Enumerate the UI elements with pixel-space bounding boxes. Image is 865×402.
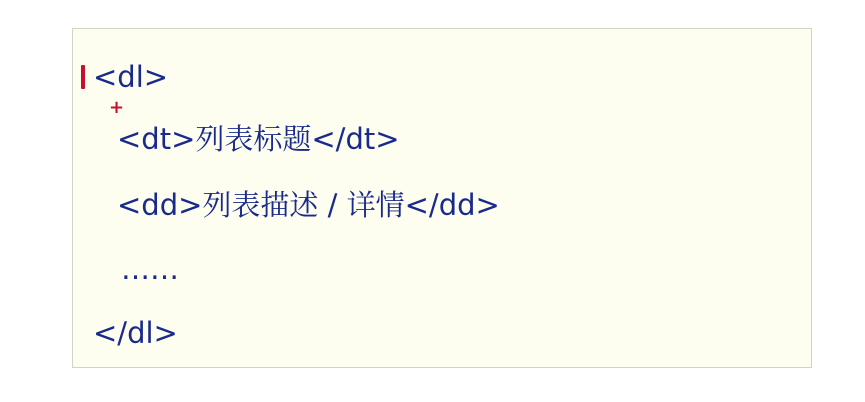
code-line-dl-close: </dl>: [93, 316, 178, 350]
text-cursor: [81, 65, 85, 89]
code-line-dl-open: <dl>: [93, 60, 169, 94]
code-line-dd: <dd>列表描述 / 详情</dd>: [117, 188, 500, 222]
crosshair-cursor-icon: +: [109, 97, 125, 118]
code-line-dt: <dt>列表标题</dt>: [117, 122, 400, 156]
code-line-ellipsis: ……: [121, 252, 179, 286]
code-panel: [72, 28, 812, 368]
